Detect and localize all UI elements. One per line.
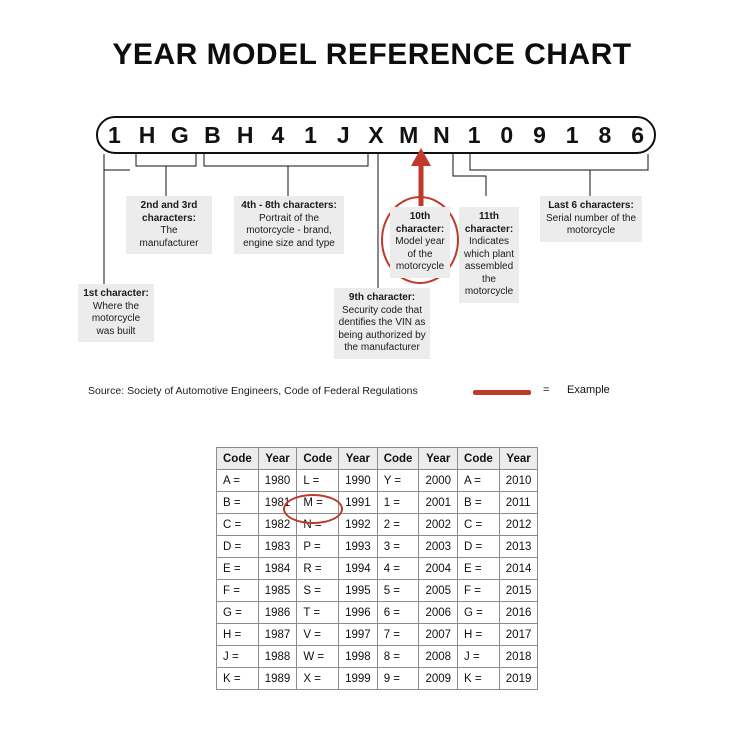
header-code-3: Code (377, 448, 419, 470)
cell-code: B = (458, 492, 500, 514)
cell-year: 2008 (419, 646, 458, 668)
vin-char-9: X (368, 122, 384, 148)
cell-year: 1997 (339, 624, 378, 646)
cell-code: 1 = (377, 492, 419, 514)
table-row (217, 580, 538, 602)
table-row (217, 558, 538, 580)
cell-year: 2000 (419, 470, 458, 492)
cell-year: 1987 (258, 624, 297, 646)
cell-code: J = (458, 646, 500, 668)
cell-year: 2013 (499, 536, 538, 558)
note-body: Serial number of the motorcycle (545, 212, 637, 236)
legend-line-sample (473, 390, 531, 395)
cell-year: 2006 (419, 602, 458, 624)
vin-char-5: H (236, 122, 254, 148)
vin-char-12: 1 (467, 122, 481, 148)
cell-code: 7 = (377, 624, 419, 646)
cell-code: C = (217, 514, 259, 536)
vin-char-16: 8 (598, 122, 612, 148)
table-row (217, 602, 538, 624)
cell-code: B = (217, 492, 259, 514)
cell-code: 9 = (377, 668, 419, 690)
cell-year: 1994 (339, 558, 378, 580)
vin-char-17: 6 (631, 122, 644, 148)
cell-code: H = (217, 624, 259, 646)
table-row (217, 646, 538, 668)
model-year-highlight-ellipse (283, 494, 343, 524)
cell-code: L = (297, 470, 339, 492)
cell-year: 2004 (419, 558, 458, 580)
cell-year: 2016 (499, 602, 538, 624)
cell-year: 1993 (339, 536, 378, 558)
vin-char-2: H (138, 122, 156, 148)
cell-year: 1984 (258, 558, 297, 580)
cell-year: 2003 (419, 536, 458, 558)
cell-year: 1995 (339, 580, 378, 602)
cell-year: 2010 (499, 470, 538, 492)
note-body: Indicates which plant assembled the motorcycle (463, 236, 515, 297)
note-last-six-characters (540, 196, 642, 242)
vin-char-3: G (170, 122, 189, 148)
cell-year: 1982 (258, 514, 297, 536)
cell-code: K = (458, 668, 500, 690)
header-code-4: Code (458, 448, 500, 470)
note-heading: 9th character: (348, 292, 416, 303)
cell-code: R = (297, 558, 339, 580)
note-heading: Last 6 characters: (548, 200, 634, 211)
cell-code: E = (458, 558, 500, 580)
cell-code: D = (458, 536, 500, 558)
cell-code: 6 = (377, 602, 419, 624)
note-tenth-character (390, 207, 450, 278)
cell-code: 2 = (377, 514, 419, 536)
table-header-row (217, 448, 538, 470)
cell-code: J = (217, 646, 259, 668)
cell-code: X = (297, 668, 339, 690)
cell-code: V = (297, 624, 339, 646)
cell-year: 1996 (339, 602, 378, 624)
cell-code: 3 = (377, 536, 419, 558)
vin-char-8: J (336, 122, 350, 148)
note-heading: 11th character: (464, 211, 514, 235)
year-code-table (216, 447, 538, 690)
note-body: Model year of the motorcycle (395, 236, 445, 272)
cell-code: W = (297, 646, 339, 668)
table-row (217, 624, 538, 646)
cell-year: 1981 (258, 492, 297, 514)
vin-number-capsule (96, 116, 656, 154)
page-title: YEAR MODEL REFERENCE CHART (112, 38, 632, 71)
vin-char-11: N (433, 122, 450, 148)
vin-char-4: B (204, 122, 221, 148)
cell-year: 2001 (419, 492, 458, 514)
cell-code: P = (297, 536, 339, 558)
source-note: Source: Society of Automotive Engineers, Code of Federal Regulations (88, 385, 418, 397)
note-second-third-characters (126, 196, 212, 254)
header-year-1: Year (258, 448, 297, 470)
cell-year: 2018 (499, 646, 538, 668)
vin-char-13: 0 (500, 122, 514, 148)
cell-code: S = (297, 580, 339, 602)
vin-char-15: 1 (565, 122, 579, 148)
note-heading: 1st character: (83, 288, 149, 299)
cell-year: 2002 (419, 514, 458, 536)
cell-year: 2005 (419, 580, 458, 602)
legend-equals: = (543, 384, 550, 396)
note-eleventh-character (459, 207, 519, 303)
note-body: Security code that dentifies the VIN as being authorized by the manufacturer (338, 304, 426, 353)
table-row (217, 470, 538, 492)
cell-code: G = (458, 602, 500, 624)
note-heading: 10th character: (395, 211, 445, 235)
note-body: The manufacturer (139, 225, 199, 249)
cell-code: F = (458, 580, 500, 602)
cell-year: 1988 (258, 646, 297, 668)
vin-char-7: 1 (304, 122, 317, 148)
cell-year: 1980 (258, 470, 297, 492)
cell-code: D = (217, 536, 259, 558)
cell-code: T = (297, 602, 339, 624)
vin-char-1: 1 (107, 122, 121, 148)
cell-year: 2012 (499, 514, 538, 536)
note-ninth-character (334, 288, 430, 359)
cell-code: 4 = (377, 558, 419, 580)
legend-label: Example (567, 384, 610, 396)
note-first-character (78, 284, 154, 342)
cell-code: 5 = (377, 580, 419, 602)
cell-code: Y = (377, 470, 419, 492)
cell-code-highlighted: M = (297, 492, 339, 514)
header-year-4: Year (499, 448, 538, 470)
cell-year: 2009 (419, 668, 458, 690)
vin-char-6: 4 (271, 122, 285, 148)
cell-year: 2007 (419, 624, 458, 646)
cell-code: C = (458, 514, 500, 536)
note-body: Portrait of the motorcycle - brand, engine size and type (243, 212, 335, 249)
cell-year: 1985 (258, 580, 297, 602)
cell-year: 2011 (499, 492, 538, 514)
table-row (217, 668, 538, 690)
table-row (217, 536, 538, 558)
cell-year: 2019 (499, 668, 538, 690)
vin-char-10: M (399, 122, 419, 148)
cell-year: 1989 (258, 668, 297, 690)
cell-year: 1986 (258, 602, 297, 624)
cell-code: F = (217, 580, 259, 602)
cell-code: E = (217, 558, 259, 580)
cell-code: K = (217, 668, 259, 690)
table-row (217, 514, 538, 536)
cell-year: 2015 (499, 580, 538, 602)
note-body: Where the motorcycle was built (91, 300, 141, 337)
header-code-2: Code (297, 448, 339, 470)
note-heading: 2nd and 3rd characters: (140, 200, 198, 224)
cell-year: 1990 (339, 470, 378, 492)
cell-year: 2017 (499, 624, 538, 646)
cell-code: N = (297, 514, 339, 536)
cell-year: 1983 (258, 536, 297, 558)
cell-year: 1992 (339, 514, 378, 536)
cell-code: G = (217, 602, 259, 624)
cell-code: A = (458, 470, 500, 492)
cell-code: A = (217, 470, 259, 492)
header-year-2: Year (339, 448, 378, 470)
header-year-3: Year (419, 448, 458, 470)
cell-year: 2014 (499, 558, 538, 580)
cell-code: H = (458, 624, 500, 646)
note-heading: 4th - 8th characters: (241, 200, 337, 211)
cell-year: 1999 (339, 668, 378, 690)
cell-year-highlighted: 1991 (339, 492, 378, 514)
table-row (217, 492, 538, 514)
vin-char-14: 9 (533, 122, 546, 148)
header-code-1: Code (217, 448, 259, 470)
cell-year: 1998 (339, 646, 378, 668)
note-fourth-eighth-characters (234, 196, 344, 254)
cell-code: 8 = (377, 646, 419, 668)
